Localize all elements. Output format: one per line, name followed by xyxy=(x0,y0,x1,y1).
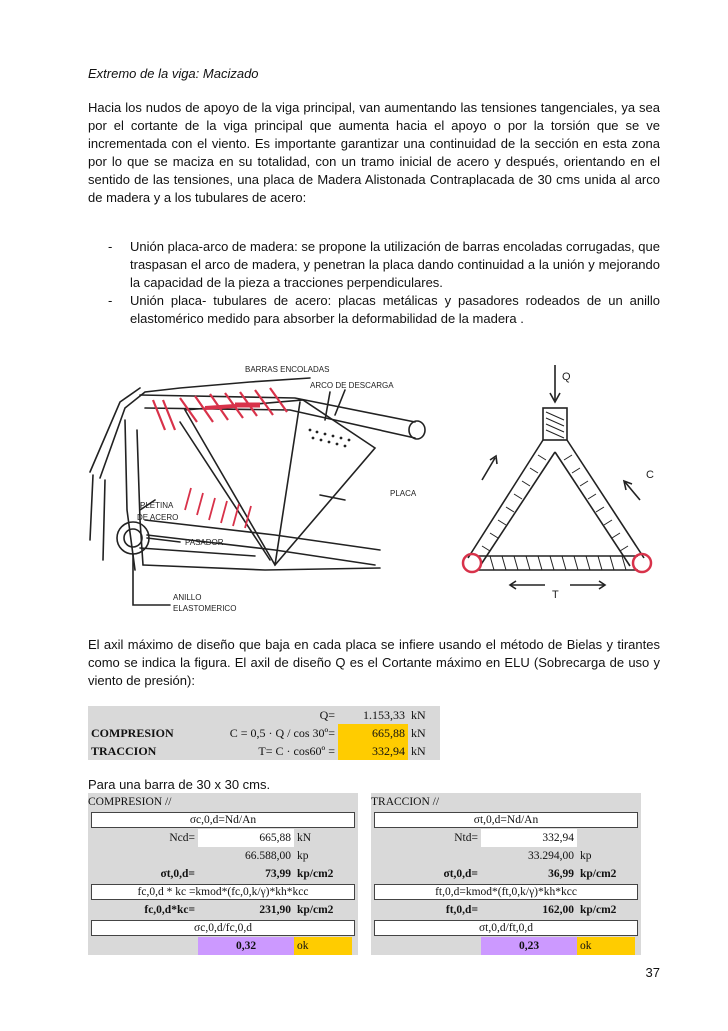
fc-value: 231,90 xyxy=(259,904,291,916)
table-row xyxy=(88,937,358,955)
fc-unit: kp/cm2 xyxy=(297,904,334,916)
traccion-formula: T= C · cos60º = xyxy=(188,742,338,760)
bullet-item xyxy=(100,292,660,328)
table-row xyxy=(88,901,358,919)
table-row xyxy=(371,847,641,865)
compresion-title: COMPRESION // xyxy=(88,793,358,811)
traccion-formula-2: ft,0,d=kmod*(ft,0,k/γ)*kh*kcc xyxy=(374,884,638,900)
q-label: Q= xyxy=(188,706,338,724)
kp-value: 66.588,00 xyxy=(245,850,291,862)
traccion-formula-3: σt,0,d/ft,0,d xyxy=(374,920,638,936)
section-subtitle: Extremo de la viga: Macizado xyxy=(88,66,259,81)
label-pasador: PASADOR xyxy=(185,538,224,547)
sigma-value: 73,99 xyxy=(265,868,291,880)
traccion-formula-1: σt,0,d=Nd/An xyxy=(374,812,638,828)
table-row xyxy=(371,901,641,919)
label-anillo-2: ELASTOMERICO xyxy=(173,604,237,613)
table-row xyxy=(88,847,358,865)
compresion-unit: kN xyxy=(408,724,440,742)
compresion-formula-2: fc,0,d * kc =kmod*(fc,0,k/γ)*kh*kcc xyxy=(91,884,355,900)
table-row xyxy=(88,706,440,724)
q-value: 1.153,33 xyxy=(338,706,408,724)
ft-label: ft,0,d= xyxy=(445,904,478,916)
bar-title: Para una barra de 30 x 30 cms. xyxy=(88,777,271,792)
sigma-unit: kp/cm2 xyxy=(580,868,617,880)
bullet-text: Unión placa-arco de madera: se propone la utilización de barras encoladas corrugadas, que traspasan el arco de madera, y penetran la placa dando continuidad a la unión y mejorando la capacidad de la pieza a tracciones perpendiculares. xyxy=(130,239,660,290)
table-row xyxy=(88,829,358,847)
bullet-dash: - xyxy=(108,293,113,308)
compresion-ok: ok xyxy=(294,937,352,955)
kp-unit: kp xyxy=(297,850,309,862)
label-anillo-1: ANILLO xyxy=(173,593,202,602)
bullet-item xyxy=(100,238,660,292)
traccion-panel xyxy=(371,793,641,955)
label-q: Q xyxy=(562,371,571,383)
table-row xyxy=(371,865,641,883)
ft-value: 162,00 xyxy=(542,904,574,916)
sigma-label: σt,0,d= xyxy=(443,868,478,880)
traccion-ok: ok xyxy=(577,937,635,955)
axial-table xyxy=(88,706,440,760)
ncd-unit: kN xyxy=(297,832,312,844)
compresion-formula-3: σc,0,d/fc,0,d xyxy=(91,920,355,936)
label-pletina-1: PLETINA xyxy=(140,501,174,510)
compresion-formula-1: σc,0,d=Nd/An xyxy=(91,812,355,828)
compresion-value: 665,88 xyxy=(338,724,408,742)
design-paragraph: El axil máximo de diseño que baja en cada placa se infiere usando el método de Bielas y tirantes como se indica la figura. El axil de diseño Q es el Cortante máximo en ELU (Sobrecarga de uso y viento de presión): xyxy=(88,637,660,688)
kp-unit: kp xyxy=(580,850,592,862)
table-row xyxy=(88,742,440,760)
intro-paragraph: Hacia los nudos de apoyo de la viga principal, van aumentando las tensiones tangenciales, ya sea por el cortante de la viga principal que aumenta hacia el apoyo o por la torsión que se ve incrementada con el viento. Es importante garantizar una continuidad de la sección en esta zona por lo que se maciza en su totalidad, con un tramo inicial de acero y después, orientando en el sentido de las tensiones, una placa de Madera Alistonada Contraplacada de 30 cms unida al arco de madera y a los tubulares de acero: xyxy=(88,100,660,205)
label-pletina-2: DE ACERO xyxy=(137,513,179,522)
table-row xyxy=(371,937,641,955)
bullet-list xyxy=(100,238,660,328)
bullet-dash: - xyxy=(108,239,113,254)
table-row xyxy=(371,829,641,847)
label-placa: PLACA xyxy=(390,489,417,498)
kp-value: 33.294,00 xyxy=(528,850,574,862)
fc-label: fc,0,d*kc= xyxy=(144,904,195,916)
label-c: C xyxy=(646,469,654,481)
sigma-value: 36,99 xyxy=(548,868,574,880)
ncd-value: 665,88 xyxy=(198,829,294,847)
traccion-value: 332,94 xyxy=(338,742,408,760)
traccion-ratio: 0,23 xyxy=(481,937,577,955)
compresion-label: COMPRESION xyxy=(88,724,188,742)
traccion-unit: kN xyxy=(408,742,440,760)
traccion-title: TRACCION // xyxy=(371,793,641,811)
ntd-value: 332,94 xyxy=(481,829,577,847)
union-sketch xyxy=(85,360,430,620)
ntd-label: Ntd= xyxy=(454,832,478,844)
label-barras: BARRAS ENCOLADAS xyxy=(245,365,330,374)
bullet-text: Unión placa- tubulares de acero: placas metálicas y pasadores rodeados de un anillo elastomérico medido para absorber la deformabilidad de la madera . xyxy=(130,293,660,326)
label-arco: ARCO DE DESCARGA xyxy=(310,381,394,390)
ncd-label: Ncd= xyxy=(169,832,195,844)
sigma-unit: kp/cm2 xyxy=(297,868,334,880)
table-row xyxy=(88,724,440,742)
compresion-ratio: 0,32 xyxy=(198,937,294,955)
strut-tie-sketch xyxy=(450,360,665,600)
page-number: 37 xyxy=(645,965,660,980)
ft-unit: kp/cm2 xyxy=(580,904,617,916)
traccion-label: TRACCION xyxy=(88,742,188,760)
compresion-formula: C = 0,5 · Q / cos 30º= xyxy=(188,724,338,742)
compresion-panel xyxy=(88,793,358,955)
sigma-label: σt,0,d= xyxy=(160,868,195,880)
label-t: T xyxy=(552,589,559,600)
table-row xyxy=(88,865,358,883)
q-unit: kN xyxy=(408,706,440,724)
